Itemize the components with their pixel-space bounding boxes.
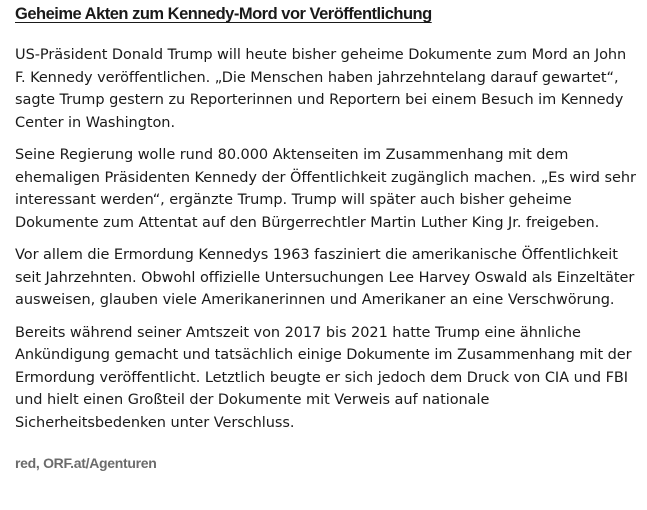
article-headline[interactable]: Geheime Akten zum Kennedy-Mord vor Veröffentlichung [15,5,432,23]
article-credit: red, ORF.at/Agenturen [15,455,157,471]
article-paragraph-4: Bereits während seiner Amtszeit von 2017 bis 2021 hatte Trump eine ähnliche Ankündigung gemacht und tatsächlich einige Dokumente im Zusammenhang mit der Ermordung veröffentlicht. Letztlich beugte er sich jedoch dem Druck von CIA und FBI und hielt einen Großteil der Dokumente mit Verweis auf nationale Sicherheitsbedenken unter Verschluss. [15,324,632,431]
article-paragraph-2: Seine Regierung wolle rund 80.000 Aktenseiten im Zusammenhang mit dem ehemaligen Präsidenten Kennedy der Öffentlichkeit zugänglich machen. „Es wird sehr interessant werden“, ergänzte Trump. Trump will später auch bisher geheime Dokumente zum Attentat auf den Bürgerrechtler Martin Luther King Jr. freigeben. [15,147,636,231]
article-body [15,44,640,434]
article [15,0,640,472]
article-paragraph-3: Vor allem die Ermordung Kennedys 1963 fasziniert die amerikanische Öffentlichkeit seit Jahrzehnten. Obwohl offizielle Untersuchungen Lee Harvey Oswald als Einzeltäter ausweisen, glauben viele Amerikanerinnen und Amerikaner an eine Verschwörung. [15,247,635,308]
article-paragraph-1: US-Präsident Donald Trump will heute bisher geheime Dokumente zum Mord an John F. Kennedy veröffentlichen. „Die Menschen haben jahrzehntelang darauf gewartet“, sagte Trump gestern zu Reporterinnen und Reportern bei einem Besuch im Kennedy Center in Washington. [15,47,627,131]
